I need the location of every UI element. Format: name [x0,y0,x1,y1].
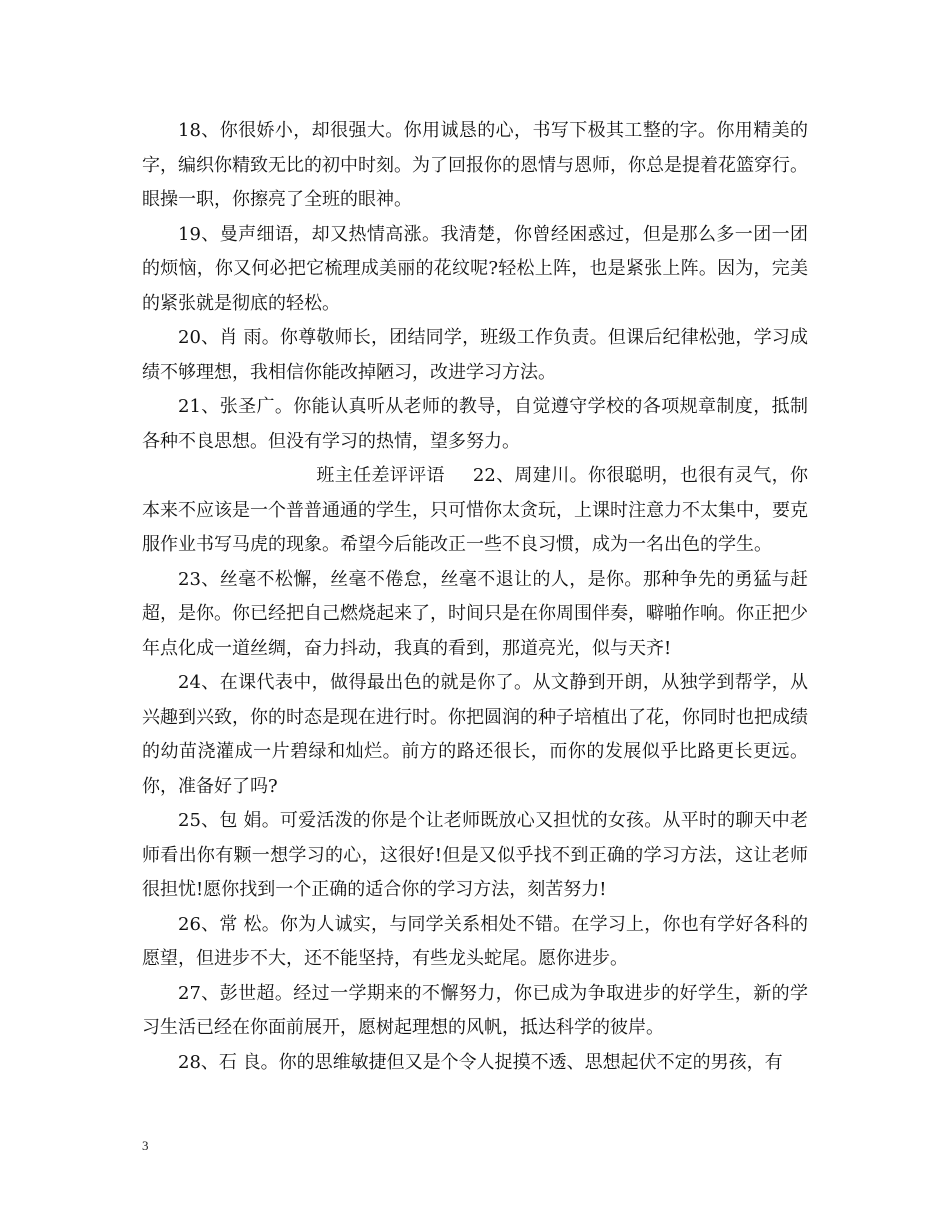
paragraph-27: 27、彭世超。经过一学期来的不懈努力，你已成为争取进步的好学生，新的学习生活已经在你面前展开，愿树起理想的风帆，抵达科学的彼岸。 [142,982,808,1038]
paragraph-20: 20、肖 雨。你尊敬师长，团结同学，班级工作负责。但课后纪律松弛，学习成绩不够理想，我相信你能改掉陋习，改进学习方法。 [142,327,808,383]
document-body [142,114,808,1080]
paragraph-23: 23、丝毫不松懈，丝毫不倦怠，丝毫不退让的人，是你。那种争先的勇猛与赶超，是你。你已经把自己燃烧起来了，时间只是在你周围伴奏，噼啪作响。你正把少年点化成一道丝绸，奋力抖动，我真的看到，那道亮光，似与天齐! [142,568,808,659]
paragraph-18: 18、你很娇小，却很强大。你用诚恳的心，书写下极其工整的字。你用精美的字，编织你精致无比的初中时刻。为了回报你的恩情与恩师，你总是提着花篮穿行。眼操一职，你擦亮了全班的眼神。 [142,120,808,210]
paragraph-22: 22、周建川。你很聪明，也很有灵气，你本来不应该是一个普普通通的学生，只可惜你太贪玩，上课时注意力不太集中，要克服作业书写马虎的现象。希望今后能改正一些不良习惯，成为一名出色的学生。 [142,465,809,555]
paragraph-26: 26、常 松。你为人诚实，与同学关系相处不错。在学习上，你也有学好各科的愿望，但进步不大，还不能坚持，有些龙头蛇尾。愿你进步。 [142,913,808,969]
paragraph-22-with-heading [142,459,808,563]
paragraph-21: 21、张圣广。你能认真听从老师的教导，自觉遵守学校的各项规章制度，抵制各种不良思想。但没有学习的热情，望多努力。 [142,396,808,452]
inline-heading-text: 班主任差评评语 [316,465,445,486]
paragraph-25: 25、包 娟。可爱活泼的你是个让老师既放心又担忧的女孩。从平时的聊天中老师看出你有颗一想学习的心，这很好!但是又似乎找不到正确的学习方法，这让老师很担忧!愿你找到一个正确的适合你的学习方法，刻苦努力! [142,810,808,900]
paragraph-28: 28、石 良。你的思维敏捷但又是个令人捉摸不透、思想起伏不定的男孩，有 [178,1051,783,1073]
paragraph-24: 24、在课代表中，做得最出色的就是你了。从文静到开朗，从独学到帮学，从兴趣到兴致，你的时态是现在进行时。你把圆润的种子培植出了花，你同时也把成绩的幼苗浇灌成一片碧绿和灿烂。前方的路还很长，而你的发展似乎比路更长更远。你，准备好了吗? [142,672,808,797]
page-number: 3 [142,1138,149,1153]
paragraph-19: 19、曼声细语，却又热情高涨。我清楚，你曾经困惑过，但是那么多一团一团的烦恼，你又何必把它梳理成美丽的花纹呢?轻松上阵，也是紧张上阵。因为，完美的紧张就是彻底的轻松。 [142,223,808,314]
